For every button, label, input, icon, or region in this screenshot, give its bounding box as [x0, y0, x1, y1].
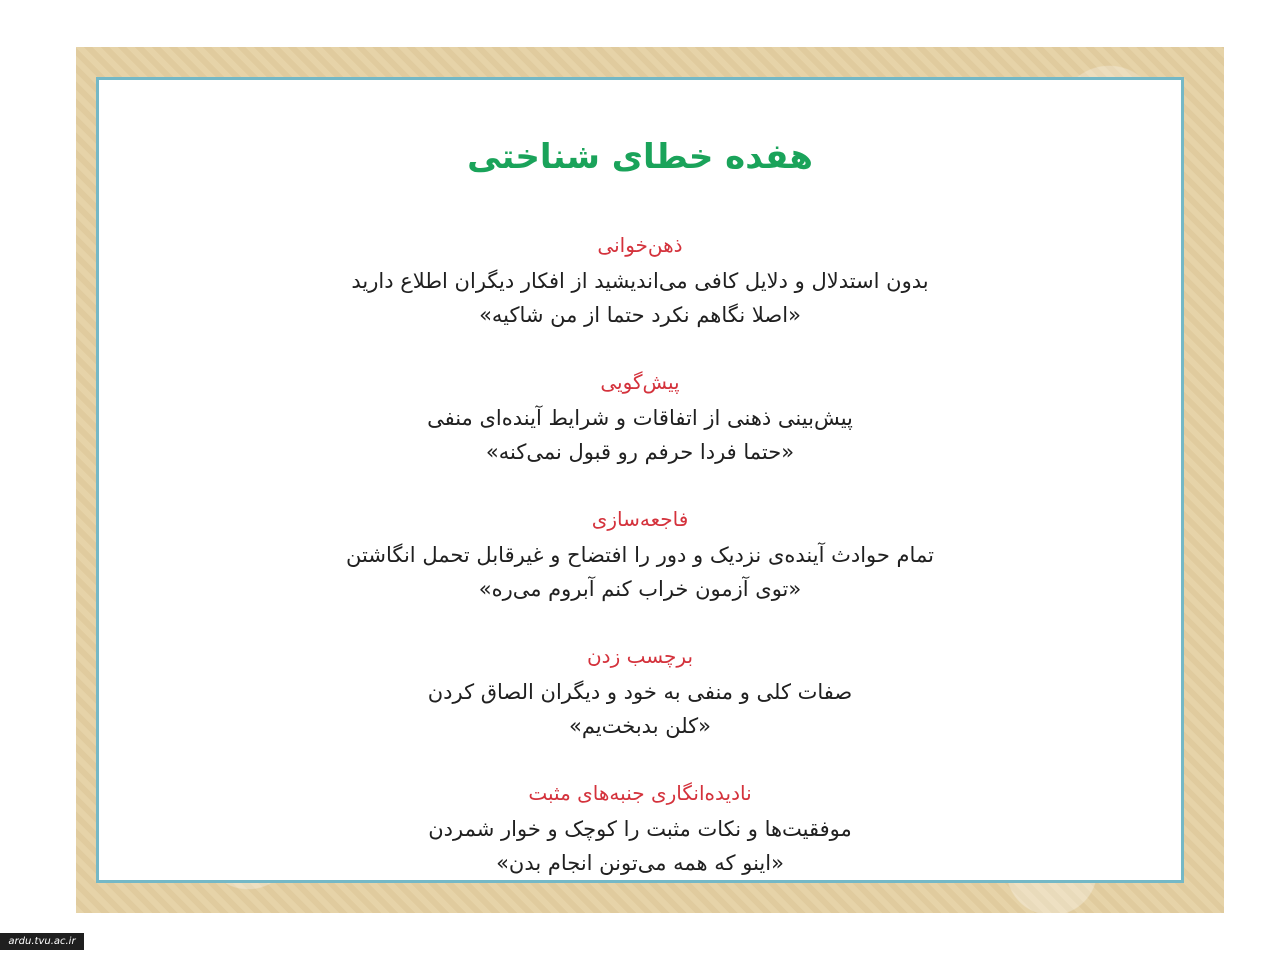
distortion-item: [99, 230, 1181, 367]
distortion-item: [99, 778, 1181, 915]
slide-frame: [76, 47, 1224, 913]
distortion-heading: برچسب زدن: [586, 644, 694, 668]
distortion-item: [99, 367, 1181, 504]
distortion-description: موفقیت‌ها و نکات مثبت را کوچک و خوار شمردن: [428, 817, 852, 841]
slide-panel: [96, 77, 1184, 883]
distortion-heading: نادیده‌انگاری جنبه‌های مثبت: [528, 781, 752, 805]
distortion-description: بدون استدلال و دلایل کافی می‌اندیشید از افکار دیگران اطلاع دارید: [351, 269, 929, 293]
distortion-example: «توی آزمون خراب کنم آبروم می‌ره»: [478, 577, 802, 601]
distortion-heading: ذهن‌خوانی: [597, 233, 683, 257]
distortion-description: تمام حوادث آینده‌ی نزدیک و دور را افتضاح و غیرقابل تحمل انگاشتن: [346, 543, 934, 567]
distortion-description: پیش‌بینی ذهنی از اتفاقات و شرایط آینده‌ای منفی: [427, 406, 853, 430]
distortion-description: صفات کلی و منفی به خود و دیگران الصاق کردن: [427, 680, 853, 704]
slide-title: هفده خطای شناختی: [467, 137, 813, 177]
distortion-item: [99, 641, 1181, 778]
site-badge[interactable]: ardu.tvu.ac.ir: [0, 933, 84, 950]
distortion-example: «حتما فردا حرفم رو قبول نمی‌کنه»: [485, 440, 795, 464]
distortion-list: [99, 230, 1181, 915]
distortion-item: [99, 504, 1181, 641]
distortion-example: «کلن بدبخت‌یم»: [568, 714, 712, 738]
distortion-heading: فاجعه‌سازی: [591, 507, 689, 531]
distortion-example: «اصلا نگاهم نکرد حتما از من شاکیه»: [479, 303, 801, 327]
distortion-heading: پیش‌گویی: [600, 370, 680, 394]
distortion-example: «اینو که همه می‌تونن انجام بدن»: [496, 851, 784, 875]
